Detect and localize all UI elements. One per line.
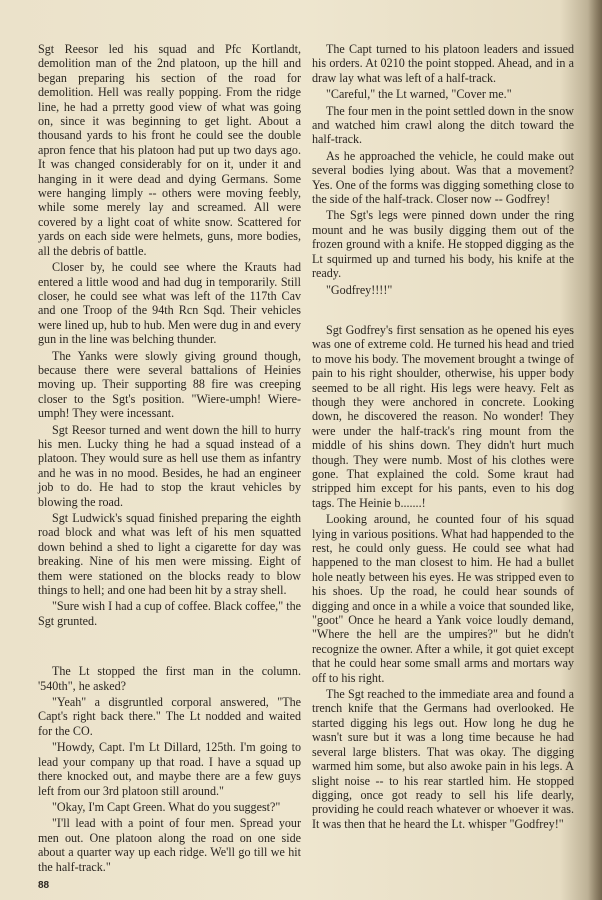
paragraph: Sgt Ludwick's squad finished preparing the eighth road block and what was left of his men squatted down behind a shed to light a cigarette for day was breaking. Nine of his men were missing. Eight of them were stationed on the blocks ready to blow things to hell; and one had been hit by a stray shell. bbox=[38, 511, 301, 598]
page-number: 88 bbox=[38, 880, 50, 891]
paragraph: Closer by, he could see where the Krauts had entered a little wood and had dug in temporarily. Still closer, he could see what was left of the 117th Cav and one Troop of the 94th Rcn Sqd. Their vehicles were lined up, hub to hub. Men were dug in and every gun in the line was belching thunder. bbox=[38, 260, 301, 347]
right-column bbox=[312, 42, 574, 833]
paragraph: The Sgt reached to the immediate area and found a trench knife that the Germans had overlooked. He started digging his legs out. How long he dug he wasn't sure but it was a long time because he had several large blisters. That was okay. The digging warmed him some, but also awoke pain in his legs. A slight noise -- to his rear startled him. He stopped digging, once got ready to sell his life dearly, providing he could reach whatever or whoever it was. It was then that he heard the Lt. whisper "Godfrey!" bbox=[312, 687, 574, 831]
section-break bbox=[312, 299, 574, 323]
paragraph: Sgt Reesor turned and went down the hill to hurry his men. Lucky thing he had a squad instead of a platoon. They would sure as hell use them as infantry and he was in no mood. Besides, he had an engineer job to do. He had to stop the kraut vehicles by blowing the road. bbox=[38, 422, 301, 509]
paragraph: Sgt Godfrey's first sensation as he opened his eyes was one of extreme cold. He turned his head and tried to move his body. The movement brought a twinge of pain to his right shoulder, otherwise, his upper body seemed to be all right. His legs were heavy. Felt as though they were anchored in concrete. Looking down, he discovered the reason. No wonder! They were under the half-track's ring mount from the middle of his shins down. They didn't hurt much though. They were numb. Most of his clothes were gone. That explained the cold. Some kraut had stripped him except for his pants, even to his dog tags. The Heinie b.......! bbox=[312, 322, 574, 510]
paragraph: "Howdy, Capt. I'm Lt Dillard, 125th. I'm going to lead your company up that road. I have a squad up there knocked out, and maybe there are a few guys left from our 3rd platoon still around." bbox=[38, 740, 301, 798]
paragraph: The Yanks were slowly giving ground though, because there were several battalions of Heinies moving up. Their supporting 88 fire was creeping closer to the Sgt's position. "Wiere-umph! Wiere-umph! They were incessant. bbox=[38, 348, 301, 421]
paragraph: "Godfrey!!!!" bbox=[326, 282, 393, 297]
paragraph: Looking around, he counted four of his squad lying in various positions. What had happended to the rest, he could only guess. He could see what had happened to the man closest to him. He had a bullet hole neatly between his eyes. He was stripped even to his shoes. Up the road, he could hear sounds of digging and once in a while a voice that sounded like, "goot" Once he heard a Yank voice loudly demand, "Where the hell are the umpires?" but he didn't recognize the owner. After a while, it got quiet except that he could hear some small arms and mortars way off to his right. bbox=[312, 512, 574, 685]
section-break bbox=[38, 630, 301, 664]
paragraph: The Lt stopped the first man in the column. '540th", he asked? bbox=[38, 664, 301, 693]
paragraph: Sgt Reesor led his squad and Pfc Kortlandt, demolition man of the 2nd platoon, up the hill and began preparing his section of the road for demolition. Hell was really popping. From the ridge line, he had a prretty good view of what was going on, since it was beginning to get light. About a thousand yards to his front he could see the double apron fence that his platoon had put up two days ago. It was changed considerably for on it, under it and hanging in it were dead and dying Germans. Some were hanging limply -- others were moving feebly, while some merely lay and screamed. All were covered by a light coat of white snow. Scattered for yards on each side were helmets, guns, more bodies, all the debris of battle. bbox=[38, 42, 301, 258]
paragraph: "Sure wish I had a cup of coffee. Black coffee," the Sgt grunted. bbox=[38, 599, 301, 628]
left-column bbox=[38, 42, 301, 876]
paragraph: "Careful," the Lt warned, "Cover me." bbox=[326, 87, 512, 102]
paragraph: The four men in the point settled down in the snow and watched him crawl along the ditch toward the half-track. bbox=[312, 103, 574, 147]
paragraph: The Capt turned to his platoon leaders and issued his orders. At 0210 the point stopped. Ahead, and in a draw lay what was left of a half-track. bbox=[312, 42, 574, 85]
paragraph: As he approached the vehicle, he could make out several bodies lying about. Was that a movement? Yes. One of the forms was digging something close to the side of the half-track. Closer now -- Godfrey! bbox=[312, 148, 574, 207]
paragraph: The Sgt's legs were pinned down under the ring mount and he was busily digging them out of the frozen ground with a knife. He stopped digging as the Lt squirmed up and turned his body, his knife at the ready. bbox=[312, 208, 574, 281]
paragraph: "I'll lead with a point of four men. Spread your men out. One platoon along the road on one side about a quarter way up each ridge. We'll go till we hit the half-track." bbox=[38, 816, 301, 874]
paragraph: "Yeah" a disgruntled corporal answered, "The Capt's right back there." The Lt nodded and waited for the CO. bbox=[38, 695, 301, 738]
paragraph: "Okay, I'm Capt Green. What do you suggest?" bbox=[52, 799, 281, 814]
page-edge-shadow bbox=[588, 0, 602, 900]
